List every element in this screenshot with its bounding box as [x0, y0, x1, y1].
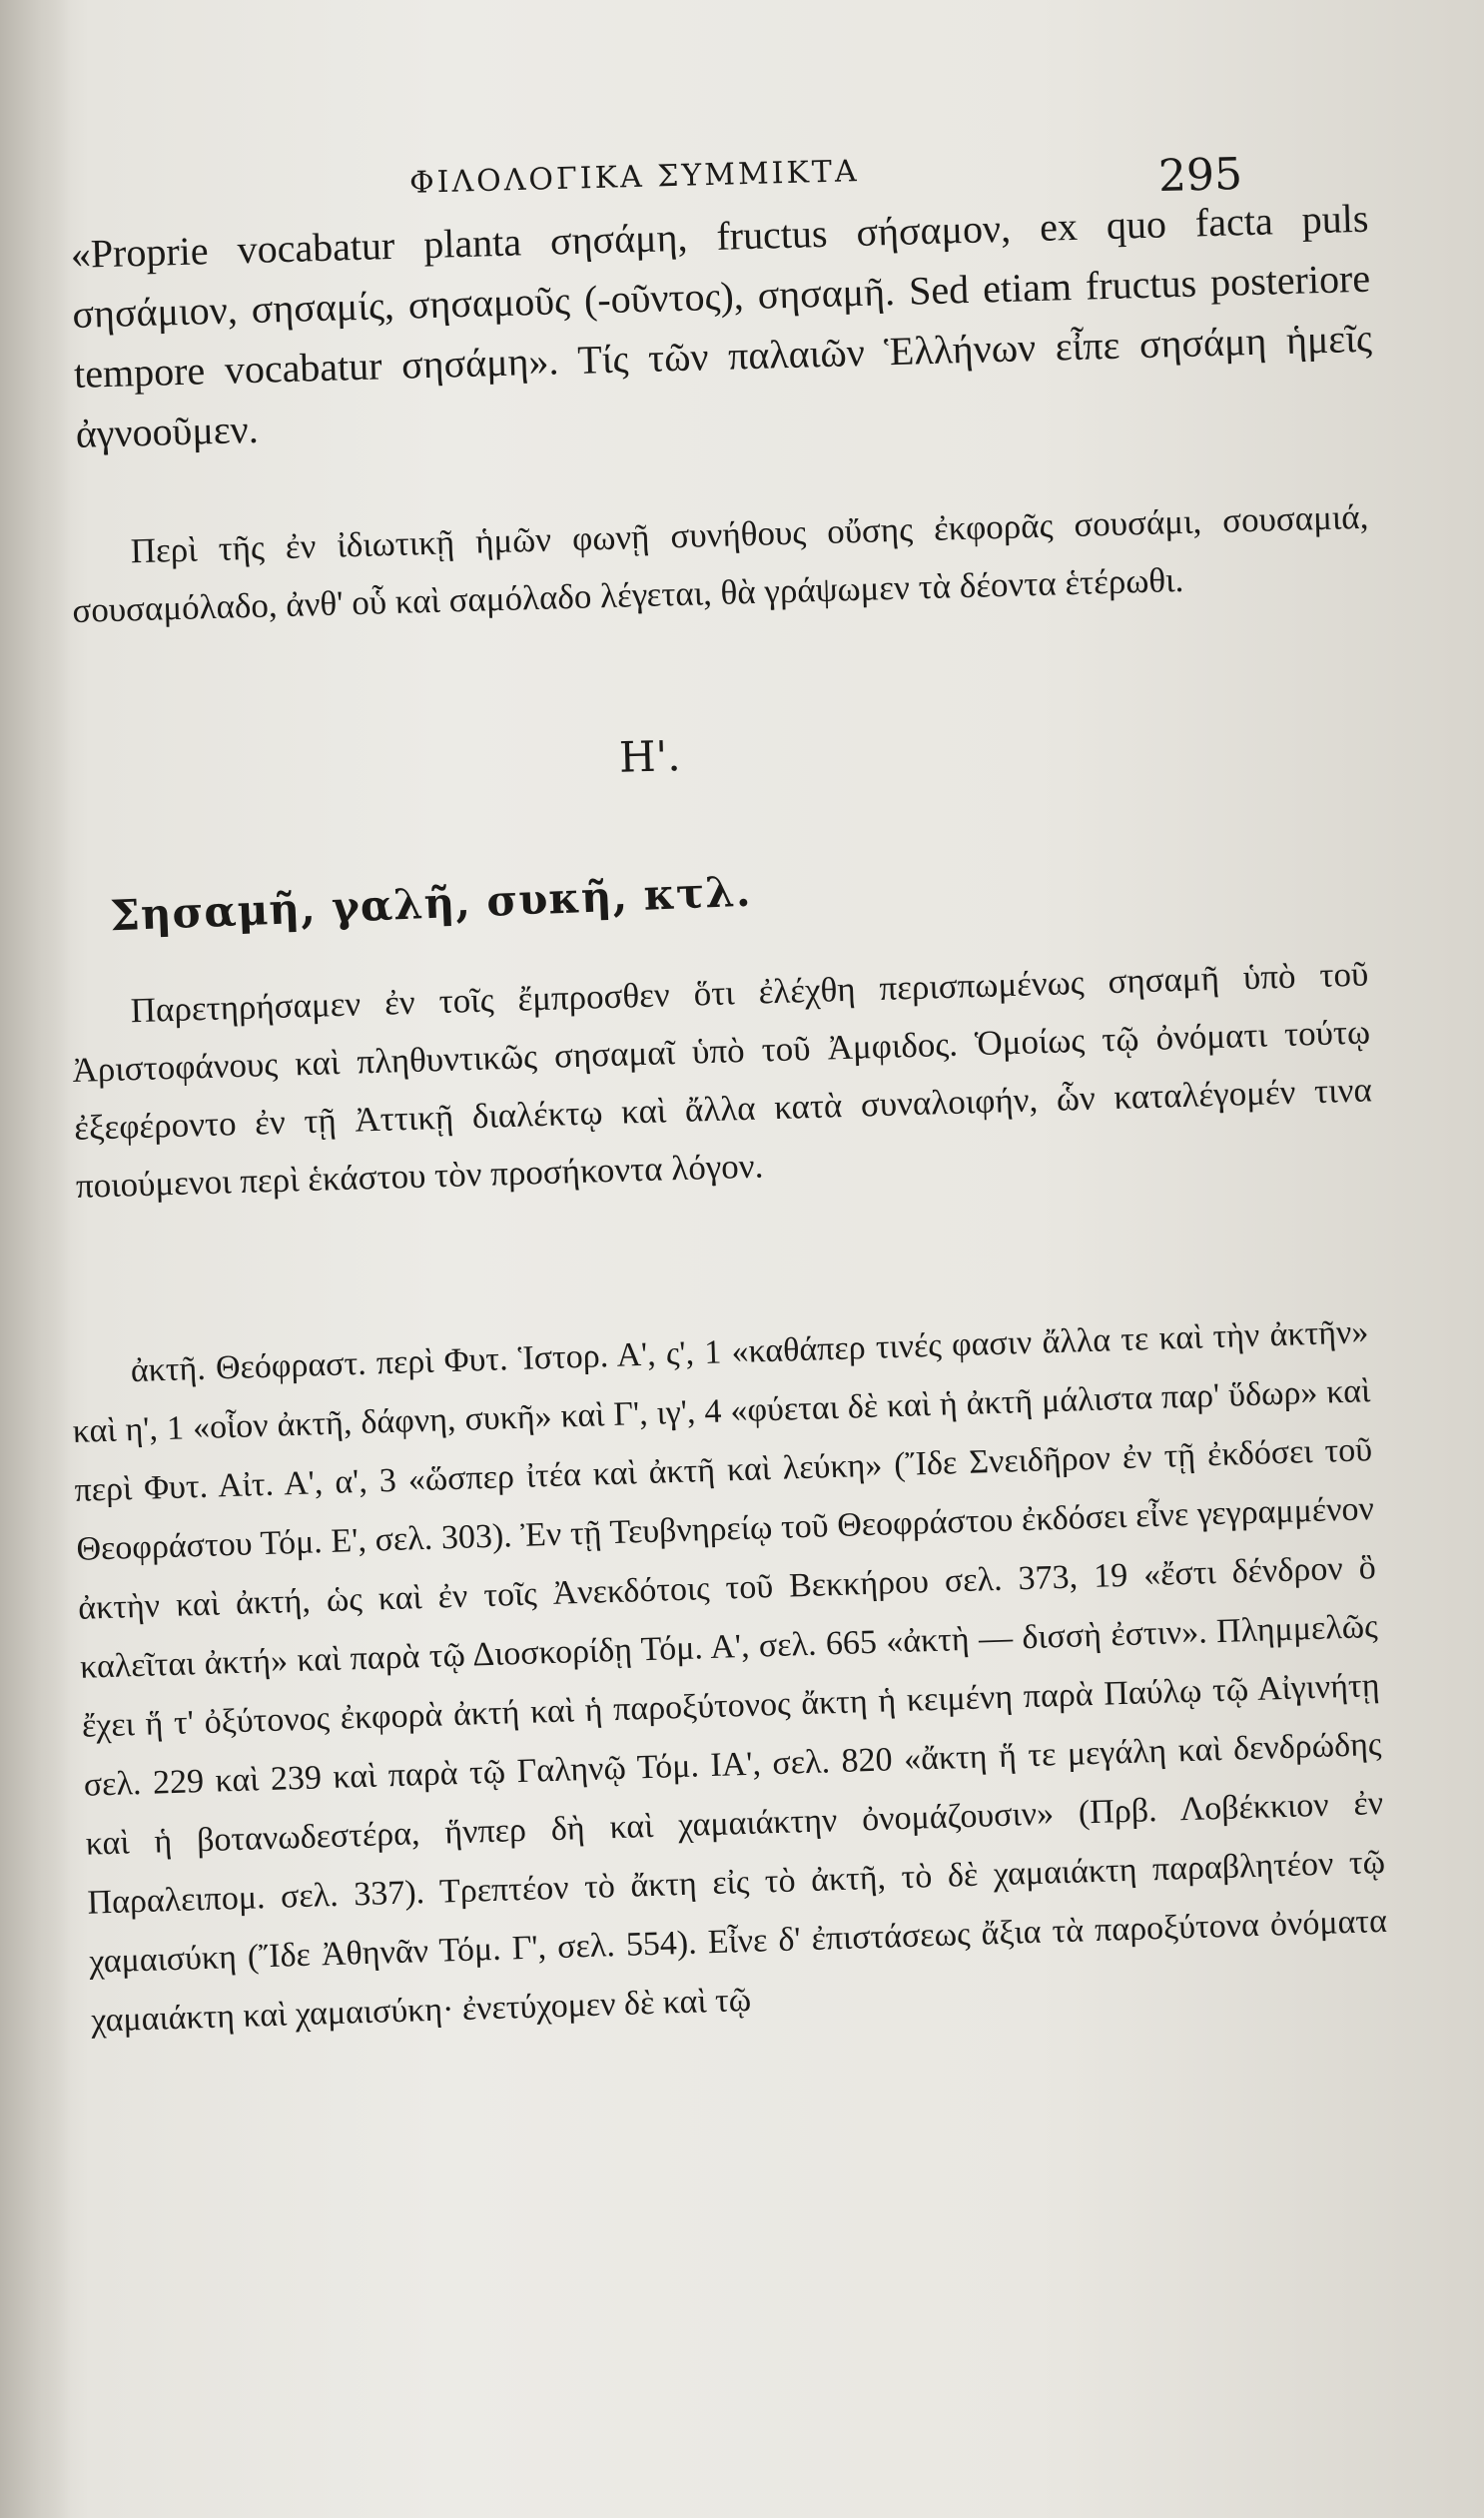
section-title: Σησαμῆ, γαλῆ, συκῆ, κτλ.: [109, 866, 753, 941]
paragraph-sousami: Περὶ τῆς ἐν ἰδιωτικῇ ἡμῶν φωνῇ συνήθους οὔσης ἐκφορᾶς σουσάμι, σουσαμιά, σουσαμόλαδο, ἀνθ' οὗ καὶ σαμόλαδο λέγεται, θὰ γράψωμεν τὰ δέοντα ἑτέρωθι.: [71, 496, 1369, 630]
paragraph-block-2: [70, 488, 1371, 640]
paragraph-observation: Παρετηρήσαμεν ἐν τοῖς ἔμπροσθεν ὅτι ἐλέχθη περισπωμένως σησαμῆ ὑπὸ τοῦ Ἀριστοφάνους καὶ πληθυντικῶς σησαμαῖ ὑπὸ τοῦ Ἀμφιδος. Ὁμοίως τῷ ὀνόματι τούτῳ ἐξεφέροντο ἐν τῇ Ἀττικῇ διαλέκτῳ καὶ ἄλλα κατὰ συναλοιφήν, ὧν καταλέγομέν τινα ποιούμενοι περὶ ἑκάστου τὸν προσήκοντα λόγον.: [71, 954, 1373, 1206]
page-gutter-shadow: [0, 0, 70, 2518]
paragraph-latin-quote: «Proprie vocabatur planta σησάμη, fructus σήσαμον, ex quo facta puls σησάμιον, σησαμίς, σησαμοῦς (-οῦντος), σησαμῆ. Sed etiam fructus posteriore tempore vocabatur σησάμη». Τίς τῶν παλαιῶν Ἑλλήνων εἶπε σησάμη ἡμεῖς ἀγνοοῦμεν.: [70, 195, 1373, 456]
paragraph-quote-block: [70, 189, 1374, 464]
page-number: 295: [1157, 148, 1243, 203]
running-head: ΦΙΛΟΛΟΓΙΚΑ ΣΥΜΜΙΚΤΑ: [408, 154, 861, 201]
paragraph-block-3: [70, 945, 1374, 1215]
paragraph-block-4: [70, 1302, 1390, 2050]
section-number: Η'.: [618, 731, 682, 782]
paragraph-akte-notes: ἀκτῆ. Θεόφραστ. περὶ Φυτ. Ἱστορ. Α', ς', 1 «καθάπερ τινές φασιν ἄλλα τε καὶ τὴν ἀκτῆν» καὶ η', 1 «οἷον ἀκτῆ, δάφνη, συκῆ» καὶ Γ', ιγ', 4 «φύεται δὲ καὶ ἡ ἀκτῆ μάλιστα παρ' ὕδωρ» καὶ περὶ Φυτ. Αἰτ. Α', α', 3 «ὥσπερ ἰτέα καὶ ἀκτῆ καὶ λεύκη» (Ἴδε Σνειδῆρον ἐν τῇ ἐκδόσει τοῦ Θεοφράστου Τόμ. Ε', σελ. 303). Ἐν τῇ Τευβνηρείῳ τοῦ Θεοφράστου ἐκδόσει εἶνε γεγραμμένον ἀκτὴν καὶ ἀκτή, ὡς καὶ ἐν τοῖς Ἀνεκδότοις τοῦ Βεκκήρου σελ. 373, 19 «ἔστι δένδρον ὃ καλεῖται ἀκτή» καὶ παρὰ τῷ Διοσκορίδῃ Τόμ. Α', σελ. 665 «ἀκτὴ — δισσὴ ἐστιν». Πλημμελῶς ἔχει ἥ τ' ὀξύτονος ἐκφορὰ ἀκτή καὶ ἡ παροξύτονος ἄκτη ἡ κειμένη παρὰ Παύλῳ τῷ Αἰγινήτῃ σελ. 229 καὶ 239 καὶ παρὰ τῷ Γαληνῷ Τόμ. ΙΑ', σελ. 820 «ἄκτη ἥ τε μεγάλη καὶ δενδρώδης καὶ ἡ βοτανωδεστέρα, ἥνπερ δὴ καὶ χαμαιάκτην ὀνομάζουσιν» (Πρβ. Λοβέκκιον ἐν Παραλειπομ. σελ. 337). Τρεπτέον τὸ ἄκτη εἰς τὸ ἀκτῆ, τὸ δὲ χαμαιάκτη παραβλητέον τῷ χαμαισύκη (Ἴδε Ἀθηνᾶν Τόμ. Γ', σελ. 554). Εἶνε δ' ἐπιστάσεως ἄξια τὰ παροξύτονα ὀνόματα χαμαιάκτη καὶ χαμαισύκη· ἐνετύχομεν δὲ καὶ τῷ: [72, 1313, 1388, 2040]
